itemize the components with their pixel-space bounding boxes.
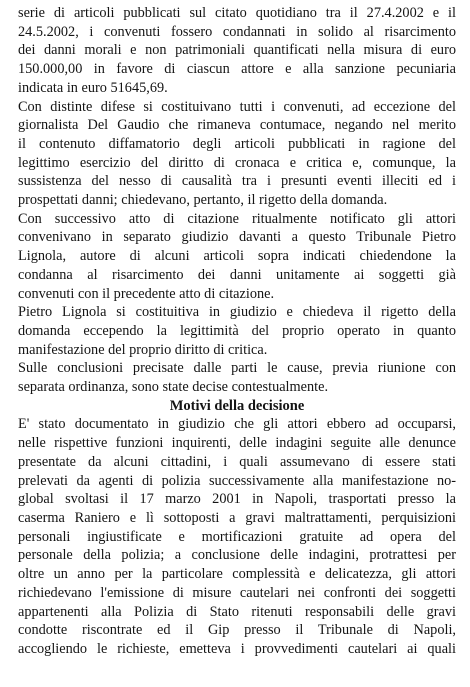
text-line: Con successivo atto di citazione ritualmente notificato gli attori	[18, 210, 456, 227]
text-line: sussistenza del nesso di causalità tra i presunti eventi illeciti ed i	[18, 173, 456, 190]
text-line: oltre un anno per la particolare complessità e delicatezza, gli attori	[18, 566, 456, 583]
text-line: E' stato documentato in giudizio che gli attori ebbero ad occuparsi,	[18, 416, 456, 433]
text-line: appartenenti alla Polizia di Stato ritenuti responsabili delle gravi	[18, 603, 456, 620]
text-line: convenuti con il precedente atto di citazione.	[18, 285, 275, 302]
text-line: accogliendo le richieste, emetteva i provvedimenti cautelari ai quali	[18, 640, 456, 657]
paragraph	[18, 415, 456, 658]
text-line: prelevati da agenti di polizia successivamente alla manifestazione no-	[18, 472, 456, 489]
paragraph	[18, 210, 456, 304]
text-line: condanna al risarcimento dei danni unitamente ai soggetti già	[18, 266, 456, 283]
text-line: Con distinte difese si costituivano tutti i convenuti, ad eccezione del	[18, 98, 456, 115]
text-line: convenivano in separato giudizio davanti a questo Tribunale Pietro	[18, 229, 456, 246]
text-line: dei danni morali e non patrimoniali quantificati nella misura di euro	[18, 42, 456, 59]
text-line: manifestazione del proprio diritto di critica.	[18, 341, 268, 358]
final-paragraph	[18, 415, 456, 658]
paragraph	[18, 4, 456, 98]
text-line: separata ordinanza, sono state decise contestualmente.	[18, 379, 329, 396]
section-heading: Motivi della decisione	[169, 397, 305, 414]
text-line: legittimo esercizio del diritto di cronaca e critica e, comunque, la	[18, 154, 456, 171]
paragraph	[18, 303, 456, 359]
text-line: giornalista Del Gaudio che rimaneva contumace, negando nel merito	[18, 117, 456, 134]
text-line: personale della polizia; a conclusione delle indagini, protrattesi per	[18, 547, 456, 564]
text-line: indicata in euro 51645,69.	[18, 79, 168, 96]
text-line: 150.000,00 in favore di ciascun attore e alla sanzione pecuniaria	[18, 61, 456, 78]
text-line: il contenuto diffamatorio degli articoli pubblicati in ragione del	[18, 135, 456, 152]
paragraph	[18, 359, 456, 396]
text-line: nelle rispettive funzioni inquirenti, delle indagini seguite alle denunce	[18, 435, 456, 452]
text-line: condotte riscontrate ed il Gip presso il Tribunale di Napoli,	[18, 622, 456, 639]
text-line: Lignola, autore di alcuni articoli sopra indicati chiedendone la	[18, 248, 456, 265]
text-line: personali ingiustificate e mortificazioni gratuite ad opera del	[18, 528, 456, 545]
text-line: serie di articoli pubblicati sul citato quotidiano tra il 27.4.2002 e il	[18, 5, 456, 21]
text-line: 24.5.2002, i convenuti fossero condannati in solido al risarcimento	[18, 23, 456, 40]
text-line: global svoltasi il 17 marzo 2001 in Napoli, trasportati presso la	[18, 491, 456, 508]
text-line: Pietro Lignola si costituitiva in giudizio e chiedeva il rigetto della	[18, 304, 456, 321]
text-line: caserma Raniero e lì sottoposti a gravi maltrattamenti, perquisizioni	[18, 509, 456, 526]
paragraph	[18, 98, 456, 210]
text-line: prospettati danni; chiedevano, pertanto, il rigetto della domanda.	[18, 192, 388, 209]
body-text	[18, 4, 456, 397]
text-line: richiedevano l'emissione di misure cautelari nei confronti dei soggetti	[18, 584, 456, 601]
text-line: domanda eccependo la legittimità del proprio operato in quanto	[18, 322, 456, 339]
text-line: Sulle conclusioni precisate dalle parti le cause, previa riunione con	[18, 360, 456, 377]
text-line: presentate da alcuni cittadini, i quali assumevano di essere stati	[18, 453, 456, 470]
